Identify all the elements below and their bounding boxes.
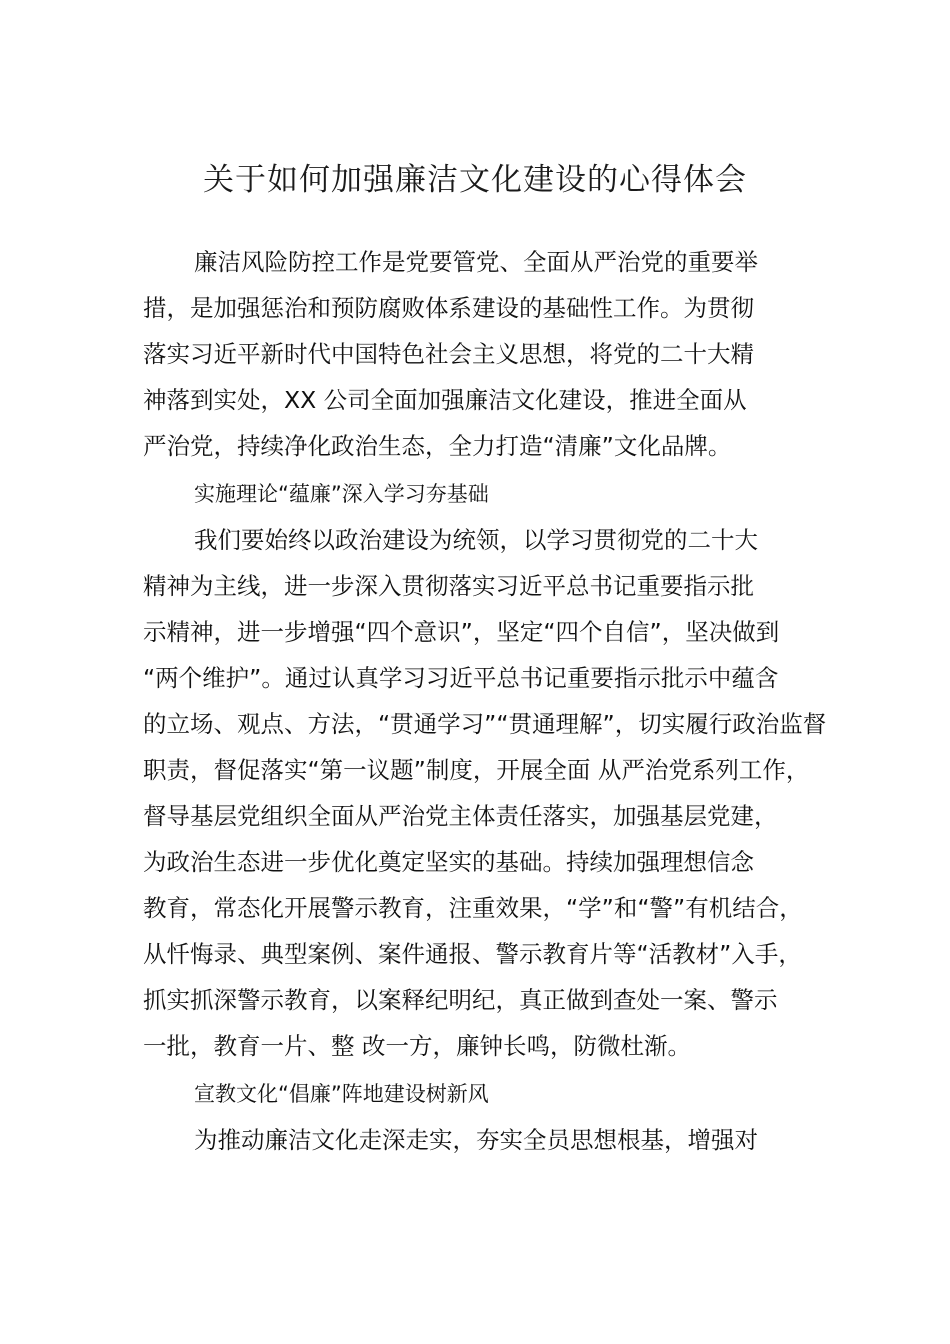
section-heading: 宣教文化“倡廉”阵地建设树新风 [194,1082,489,1106]
paragraph-line: 督导基层党组织全面从严治党主体责任落实，加强基层党建， [143,802,778,830]
paragraph-line: 一批，教育一片、整 改一方，廉钟长鸣，防微杜渐。 [143,1032,691,1060]
paragraph-line: 从忏悔录、典型案例、案件通报、警示教育片等“活教材”入手， [143,940,802,968]
paragraph-line: 廉洁风险防控工作是党要管党、全面从严治党的重要举 [194,248,758,276]
paragraph-line: 神落到实处，XX 公司全面加强廉洁文化建设，推进全面从 [143,386,747,414]
paragraph-line: 职责，督促落实“第一议题”制度，开展全面 从严治党系列工作， [143,756,810,784]
paragraph-line: 为推动廉洁文化走深走实，夯实全员思想根基，增强对 [194,1126,758,1154]
paragraph-line: 我们要始终以政治建设为统领，以学习贯彻党的二十大 [194,526,758,554]
document-title: 关于如何加强廉洁文化建设的心得体会 [203,162,747,198]
paragraph-line: 落实习近平新时代中国特色社会主义思想，将党的二十大精 [143,340,754,368]
section-heading: 实施理论“蕴廉”深入学习夯基础 [194,482,489,506]
paragraph-line: 的立场、观点、方法，“贯通学习”“贯通理解”，切实履行政治监督 [143,710,827,738]
paragraph-line: 精神为主线，进一步深入贯彻落实习近平总书记重要指示批 [143,572,754,600]
paragraph-line: “两个维护”。通过认真学习习近平总书记重要指示批示中蕴含 [143,664,779,692]
paragraph-line: 教育，常态化开展警示教育，注重效果，“学”和“警”有机结合， [143,894,803,922]
paragraph-line: 抓实抓深警示教育，以案释纪明纪，真正做到查处一案、警示 [143,986,778,1014]
paragraph-line: 为政治生态进一步优化奠定坚实的基础。持续加强理想信念 [143,848,754,876]
paragraph-line: 措，是加强惩治和预防腐败体系建设的基础性工作。为贯彻 [143,294,754,322]
paragraph-line: 严治党，持续净化政治生态，全力打造“清廉”文化品牌。 [143,432,732,460]
paragraph-line: 示精神，进一步增强“四个意识”，坚定“四个自信”，坚决做到 [143,618,780,646]
